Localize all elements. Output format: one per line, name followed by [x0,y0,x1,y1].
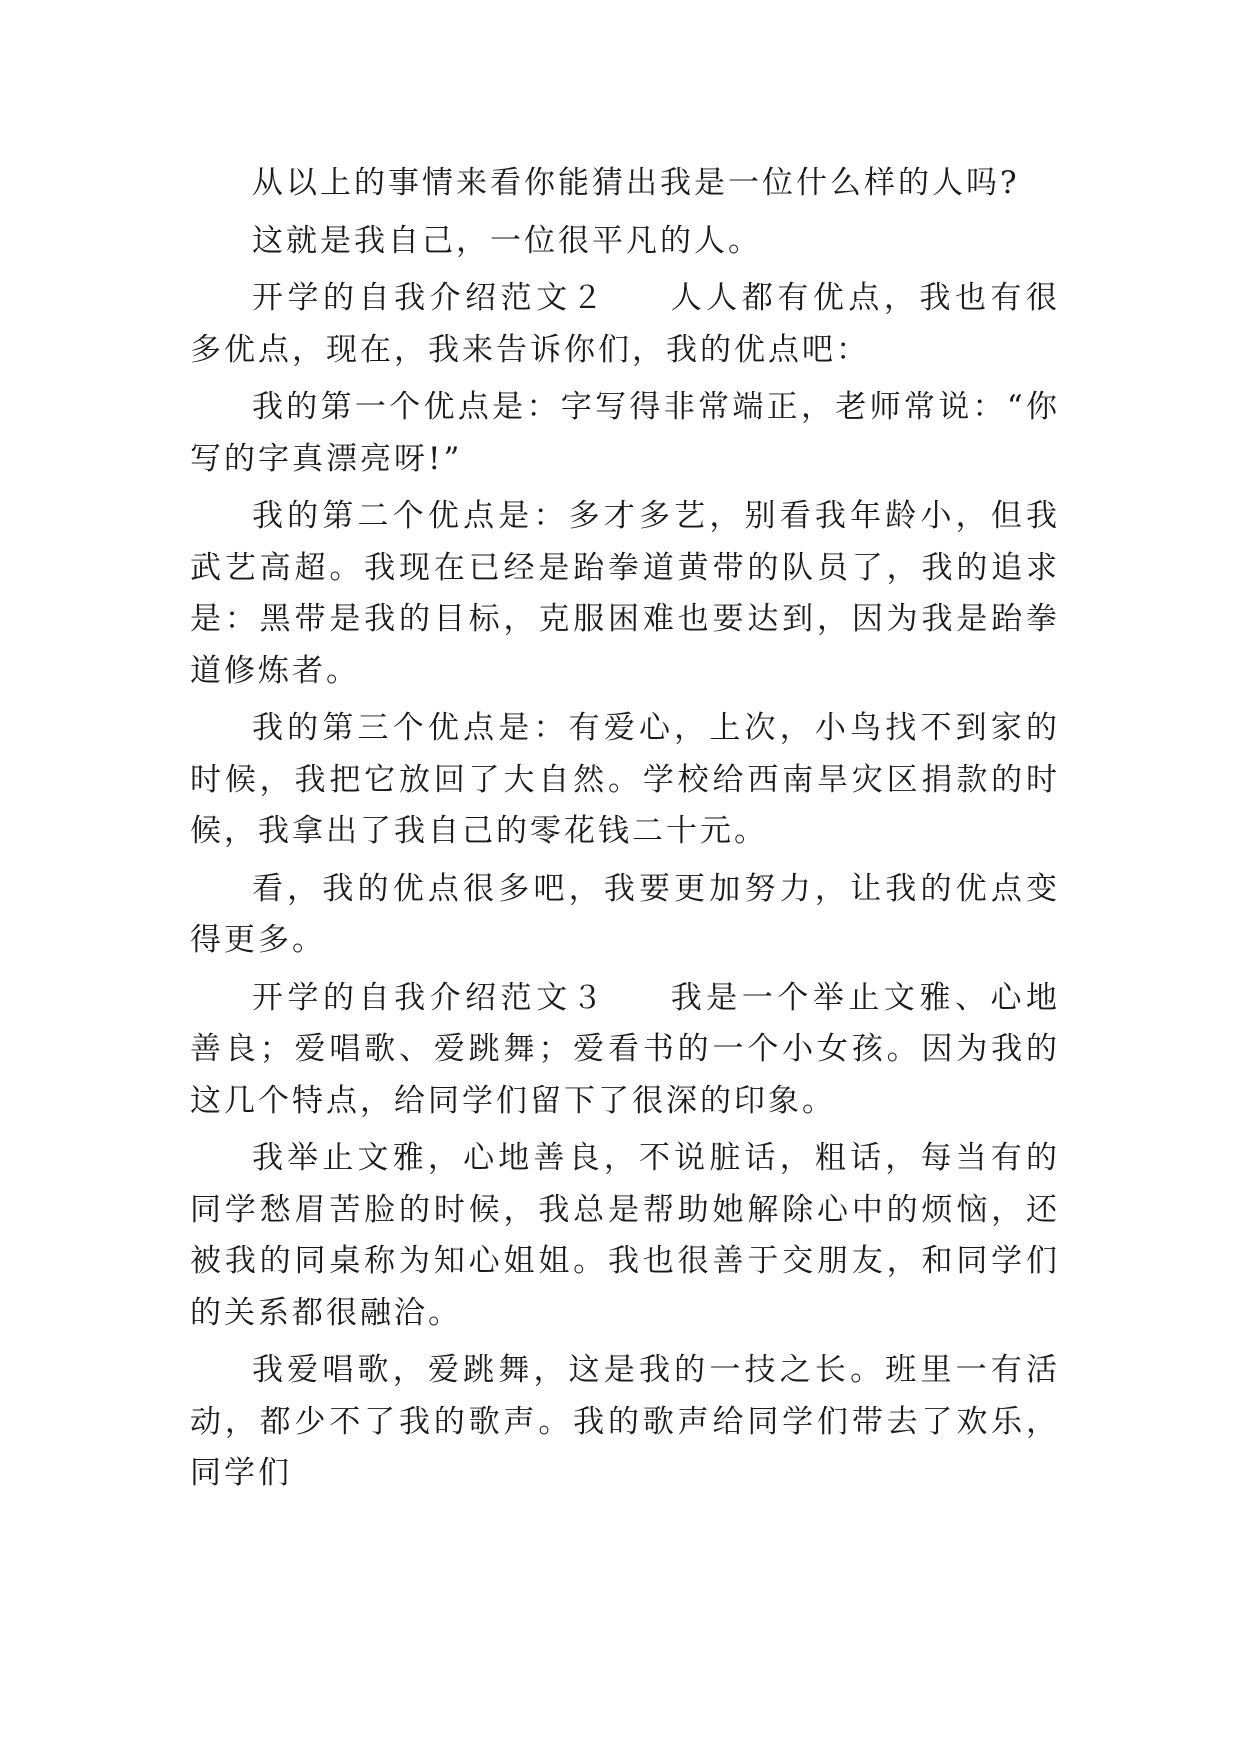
paragraph-text: 这就是我自己，一位很平凡的人。 [252,222,762,259]
paragraph-text: 人人都有优点，我也有很多优点，现在，我来告诉你们，我的优点吧： [190,280,1061,368]
paragraph-3 [190,273,1060,376]
paragraph-10 [190,1345,1060,1500]
paragraph-text: 我的第三个优点是：有爱心，上次，小鸟找不到家的时候，我把它放回了大自然。学校给西南旱灾区捐款的时候，我拿出了我自己的零花钱二十元。 [190,710,1060,849]
paragraph-text: 我爱唱歌，爱跳舞，这是我的一技之长。班里一有活动，都少不了我的歌声。我的歌声给同学们带去了欢乐，同学们 [190,1352,1060,1491]
paragraph-text: 从以上的事情来看你能猜出我是一位什么样的人吗? [252,165,1020,201]
paragraph-6 [190,703,1060,858]
section-heading: 开学的自我介绍范文２ [252,280,608,316]
paragraph-text: 我的第一个优点是：字写得非常端正，老师常说：“你写的字真漂亮呀!” [190,389,1060,477]
document-body [190,158,1060,1506]
paragraph-2 [190,216,1060,268]
section-heading: 开学的自我介绍范文３ [252,979,608,1016]
paragraph-9 [190,1133,1060,1339]
paragraph-text: 我是一个举止文雅、心地善良；爱唱歌、爱跳舞；爱看书的一个小女孩。因为我的这几个特点，给同学们留下了很深的印象。 [190,979,1061,1119]
paragraph-text: 我的第二个优点是：多才多艺，别看我年龄小，但我武艺高超。我现在已经是跆拳道黄带的队员了，我的追求是：黑带是我的目标，克服困难也要达到，因为我是跆拳道修炼者。 [190,498,1060,689]
paragraph-5 [190,491,1060,697]
paragraph-7 [190,864,1060,967]
paragraph-4 [190,382,1060,485]
paragraph-text: 我举止文雅，心地善良，不说脏话，粗话，每当有的同学愁眉苦脸的时候，我总是帮助她解除心中的烦恼，还被我的同桌称为知心姐姐。我也很善于交朋友，和同学们的关系都很融洽。 [190,1140,1060,1331]
paragraph-text: 看，我的优点很多吧，我要更加努力，让我的优点变得更多。 [190,870,1060,958]
paragraph-8 [190,973,1060,1128]
paragraph-1 [190,158,1060,210]
